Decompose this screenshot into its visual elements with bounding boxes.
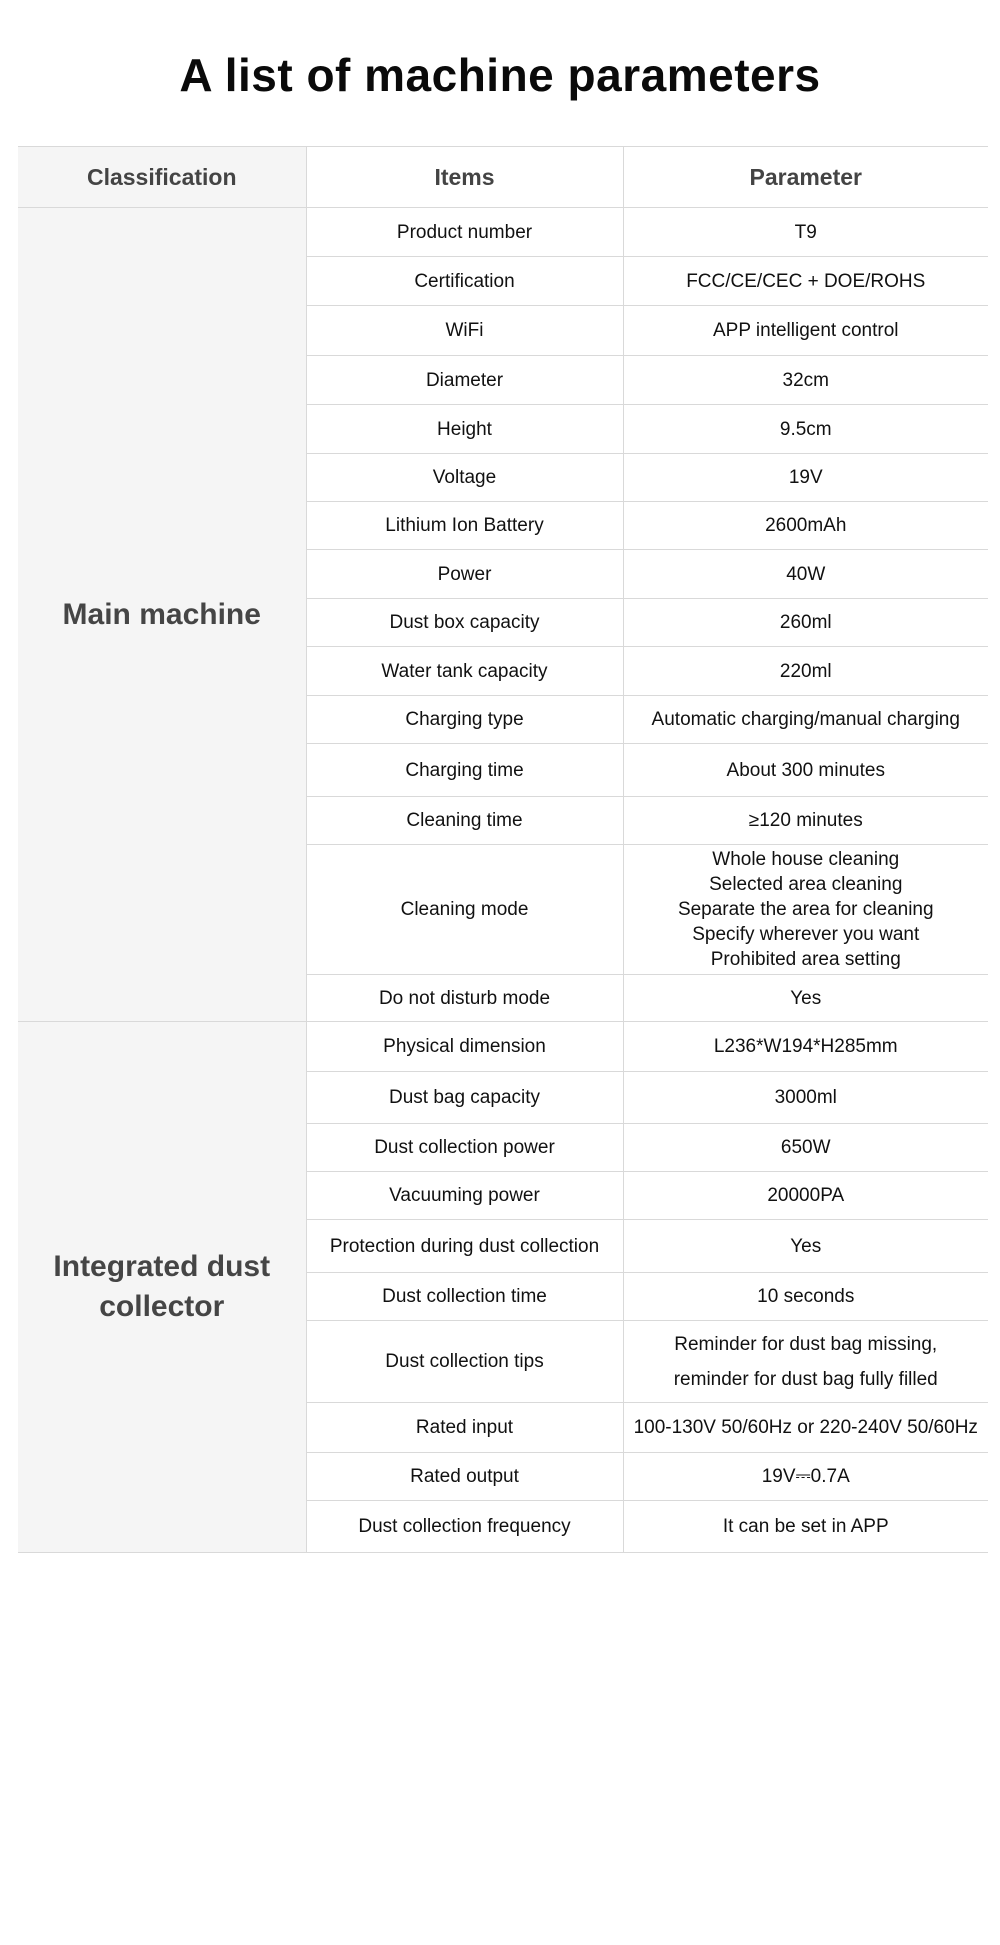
parameter-cell	[623, 405, 988, 454]
item-cell: WiFi	[306, 306, 623, 356]
item-cell: Height	[306, 405, 623, 454]
parameter-cell	[623, 1072, 988, 1124]
item-cell: Dust box capacity	[306, 599, 623, 647]
item-cell: Protection during dust collection	[306, 1220, 623, 1273]
parameter-value: L236*W194*H285mm	[713, 1036, 898, 1057]
parameter-cell	[623, 454, 988, 502]
item-cell: Water tank capacity	[306, 647, 623, 696]
parameter-cell	[623, 599, 988, 647]
parameter-value: Yes	[790, 1235, 822, 1257]
parameter-value: 19V⎓0.7A	[761, 1466, 850, 1487]
parameter-value: Yes	[790, 987, 822, 1009]
item-cell: Charging time	[306, 744, 623, 797]
parameter-cell	[623, 356, 988, 405]
item-cell: Power	[306, 550, 623, 599]
item-cell: Voltage	[306, 454, 623, 502]
parameter-cell	[623, 1172, 988, 1220]
parameter-cell	[623, 550, 988, 599]
parameter-value: Separate the area for cleaning	[677, 899, 934, 920]
table-row	[18, 1022, 988, 1072]
parameter-cell	[623, 744, 988, 797]
item-cell: Certification	[306, 257, 623, 306]
item-cell: Charging type	[306, 696, 623, 744]
item-cell: Product number	[306, 208, 623, 257]
parameter-value: APP intelligent control	[712, 320, 899, 341]
parameter-value: Specify wherever you want	[692, 924, 920, 945]
parameter-cell	[623, 1022, 988, 1072]
item-cell: Lithium Ion Battery	[306, 502, 623, 550]
header-items: Items	[306, 147, 623, 208]
parameter-cell	[623, 845, 988, 975]
item-cell: Vacuuming power	[306, 1172, 623, 1220]
item-cell: Dust collection power	[306, 1124, 623, 1172]
parameter-cell	[623, 1273, 988, 1321]
parameter-cell	[623, 975, 988, 1022]
parameter-cell	[623, 1321, 988, 1403]
parameter-value: 3000ml	[774, 1087, 837, 1108]
parameter-value: Prohibited area setting	[710, 949, 901, 970]
parameter-cell	[623, 208, 988, 257]
parameter-value: FCC/CE/CEC + DOE/ROHS	[686, 270, 926, 292]
parameter-cell	[623, 797, 988, 845]
parameter-cell	[623, 1403, 988, 1453]
header-parameter: Parameter	[623, 147, 988, 208]
parameter-value: About 300 minutes	[726, 759, 885, 781]
parameter-value: 40W	[786, 563, 826, 585]
parameter-value: 32cm	[782, 369, 829, 391]
parameter-cell	[623, 257, 988, 306]
item-cell: Rated output	[306, 1453, 623, 1501]
parameter-value: Selected area cleaning	[709, 874, 903, 895]
parameter-value: 20000PA	[767, 1185, 845, 1206]
item-cell: Cleaning time	[306, 797, 623, 845]
item-cell: Dust collection time	[306, 1273, 623, 1321]
parameter-value: ≥120 minutes	[748, 810, 863, 831]
parameter-cell	[623, 306, 988, 356]
parameter-cell	[623, 502, 988, 550]
table-header-row	[18, 147, 988, 208]
classification-cell: Main machine	[18, 208, 306, 1022]
parameter-cell	[623, 1453, 988, 1501]
parameter-cell	[623, 1220, 988, 1273]
parameter-cell	[623, 1501, 988, 1553]
parameter-value: Reminder for dust bag missing,	[674, 1333, 938, 1355]
item-cell: Diameter	[306, 356, 623, 405]
parameter-value: It can be set in APP	[722, 1516, 889, 1537]
classification-cell: Integrated dust collector	[18, 1022, 306, 1553]
item-cell: Physical dimension	[306, 1022, 623, 1072]
item-cell: Do not disturb mode	[306, 975, 623, 1022]
item-cell: Dust collection tips	[306, 1321, 623, 1403]
page-title: A list of machine parameters	[179, 49, 821, 101]
item-cell: Cleaning mode	[306, 845, 623, 975]
parameter-value: 9.5cm	[779, 418, 832, 440]
parameter-table	[18, 146, 988, 1553]
parameter-value: reminder for dust bag fully filled	[673, 1368, 938, 1390]
parameter-value: Automatic charging/manual charging	[651, 709, 960, 730]
parameter-cell	[623, 1124, 988, 1172]
parameter-value: 260ml	[779, 612, 832, 633]
header-classification: Classification	[18, 147, 306, 208]
table-body	[18, 208, 988, 1553]
parameter-value: 2600mAh	[765, 515, 847, 536]
parameter-value: Whole house cleaning	[712, 849, 900, 870]
parameter-value: 650W	[780, 1137, 831, 1158]
parameter-value: 10 seconds	[757, 1286, 855, 1307]
item-cell: Rated input	[306, 1403, 623, 1453]
parameter-value: 100-130V 50/60Hz or 220-240V 50/60Hz	[633, 1417, 978, 1438]
item-cell: Dust collection frequency	[306, 1501, 623, 1553]
parameter-value: 19V	[788, 467, 823, 488]
item-cell: Dust bag capacity	[306, 1072, 623, 1124]
parameter-value: 220ml	[779, 660, 832, 682]
parameter-cell	[623, 647, 988, 696]
table-row	[18, 208, 988, 257]
parameter-cell	[623, 696, 988, 744]
parameter-value: T9	[794, 221, 817, 243]
